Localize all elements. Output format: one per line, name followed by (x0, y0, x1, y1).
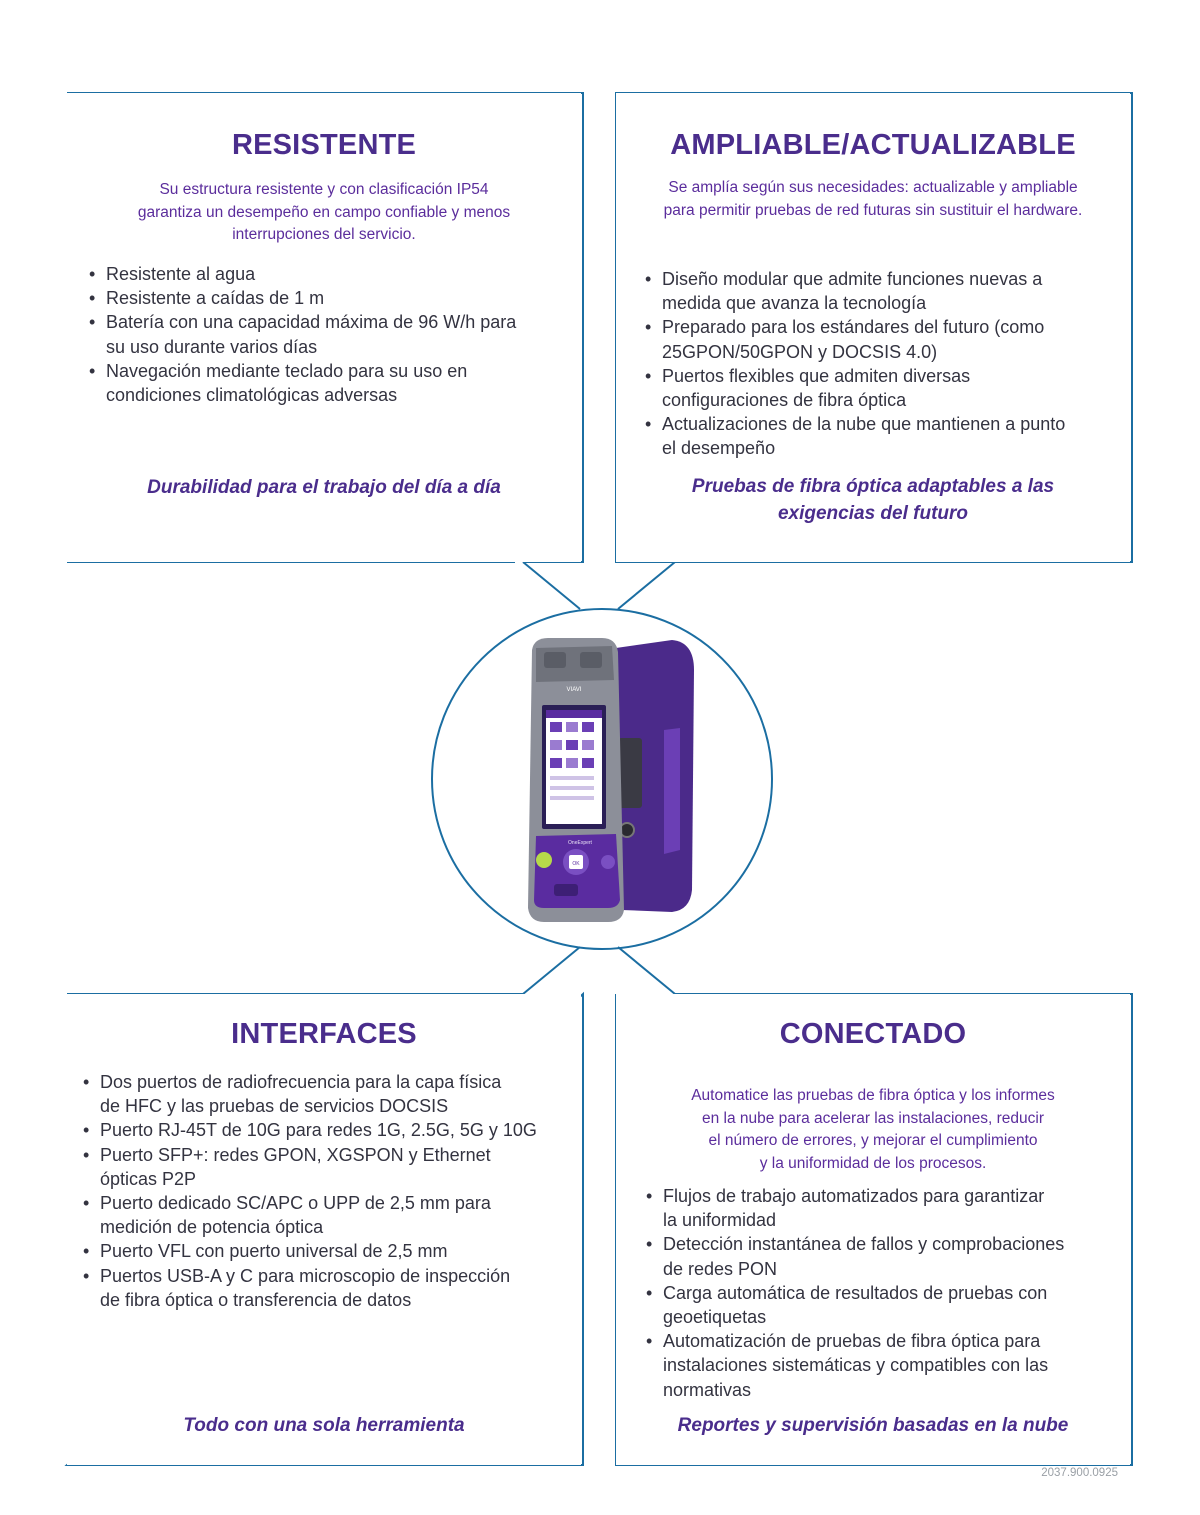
screen-tile (582, 740, 594, 750)
intro-line: para permitir pruebas de red futuras sin sustituir el hardware. (663, 201, 1083, 219)
panel-intro (77, 179, 571, 247)
list-item: • Diseño modular que admite funciones nuevas a medida que avanza la tecnología (645, 267, 1065, 315)
feature-list (89, 262, 516, 407)
power-key (536, 852, 552, 868)
panel-conectado (616, 994, 1130, 1465)
connector-bottom-left (523, 947, 580, 994)
panel-interfaces (67, 994, 581, 1465)
intro-line: y la uniformidad de los procesos. (759, 1154, 987, 1172)
screen-tile (566, 740, 578, 750)
intro-line: el número de errores, y mejorar el cumplimiento (708, 1132, 1038, 1149)
feature-list (645, 267, 1065, 461)
device-top-port (544, 652, 566, 668)
list-item: • Puerto SFP+: redes GPON, XGSPON y Ethernet ópticas P2P (83, 1143, 537, 1191)
screen-row (550, 796, 594, 800)
connector-top-right (618, 562, 675, 609)
intro-line: Su estructura resistente y con clasificación IP54 (159, 181, 489, 198)
panel-title: RESISTENTE (231, 129, 417, 161)
panel-title: INTERFACES (231, 1018, 417, 1050)
screen-tile (566, 758, 578, 768)
panel-tagline: Todo con una sola herramienta (183, 1415, 465, 1436)
screen-row (550, 786, 594, 790)
panel-intro (626, 1085, 1120, 1175)
screen-tile (550, 740, 562, 750)
list-item: • Puerto VFL con puerto universal de 2,5 mm (83, 1239, 537, 1263)
list-item: • Carga automática de resultados de pruebas con geoetiquetas (646, 1281, 1064, 1329)
panel-title: AMPLIABLE/ACTUALIZABLE (670, 129, 1076, 161)
list-item: • Resistente a caídas de 1 m (89, 286, 516, 310)
intro-line: Automatice las pruebas de fibra óptica y los informes (691, 1087, 1055, 1104)
device-top-port (580, 652, 602, 668)
list-item: • Navegación mediante teclado para su uso en condiciones climatológicas adversas (89, 359, 516, 407)
list-item: • Preparado para los estándares del futuro (como 25GPON/50GPON y DOCSIS 4.0) (645, 315, 1065, 363)
screen-tile (566, 722, 578, 732)
screen-tile (550, 722, 562, 732)
menu-key (601, 855, 615, 869)
list-item: • Resistente al agua (89, 262, 516, 286)
list-item: • Actualizaciones de la nube que mantienen a punto el desempeño (645, 412, 1065, 460)
screen-row (550, 776, 594, 780)
list-item: • Batería con una capacidad máxima de 96 W/h para su uso durante varios días (89, 310, 516, 358)
panel-ampliable (616, 93, 1130, 562)
feature-list (646, 1184, 1064, 1402)
device-model-label: OneExpert (568, 840, 592, 846)
intro-line: en la nube para acelerar las instalaciones, reducir (701, 1109, 1045, 1127)
list-item: • Puertos flexibles que admiten diversas configuraciones de fibra óptica (645, 364, 1065, 412)
list-item: • Dos puertos de radiofrecuencia para la capa física de HFC y las pruebas de servicios DOCSIS (83, 1070, 537, 1118)
connector-bottom-right (618, 947, 675, 994)
panel-intro (626, 177, 1120, 222)
list-item: • Puerto RJ-45T de 10G para redes 1G, 2.5G, 5G y 10G (83, 1118, 537, 1142)
panel-title: CONECTADO (779, 1018, 967, 1050)
device-brand: VIAVI (566, 687, 582, 693)
screen-tile (550, 758, 562, 768)
list-item: • Puertos USB-A y C para microscopio de inspección de fibra óptica o transferencia de datos (83, 1264, 537, 1312)
ok-key-label: OK (572, 861, 580, 867)
list-item: • Flujos de trabajo automatizados para garantizar la uniformidad (646, 1184, 1064, 1232)
list-item: • Puerto dedicado SC/APC o UPP de 2,5 mm para medición de potencia óptica (83, 1191, 537, 1239)
home-key (554, 884, 578, 896)
device-side-port (618, 738, 642, 808)
connector-top-left (523, 562, 580, 609)
panel-tagline: Pruebas de fibra óptica adaptables a las exigencias del futuro (691, 476, 1055, 524)
intro-line: interrupciones del servicio. (232, 226, 416, 243)
intro-line: garantiza un desempeño en campo confiable y menos (137, 203, 511, 221)
intro-line: Se amplía según sus necesidades: actualizable y ampliable (668, 179, 1078, 196)
screen-tile (582, 758, 594, 768)
device-side-grip (664, 728, 680, 854)
screen-header (546, 710, 602, 718)
document-number: 2037.900.0925 (1041, 1467, 1118, 1479)
list-item: • Automatización de pruebas de fibra óptica para instalaciones sistemáticas y compatibles con las normativas (646, 1329, 1064, 1402)
panel-resistente (67, 93, 581, 562)
device-illustration (432, 610, 772, 950)
panel-tagline: Durabilidad para el trabajo del día a día (147, 477, 501, 498)
screen-tile (582, 722, 594, 732)
feature-list (83, 1070, 537, 1312)
panel-tagline: Reportes y supervisión basadas en la nube (677, 1415, 1069, 1436)
list-item: • Detección instantánea de fallos y comprobaciones de redes PON (646, 1232, 1064, 1280)
